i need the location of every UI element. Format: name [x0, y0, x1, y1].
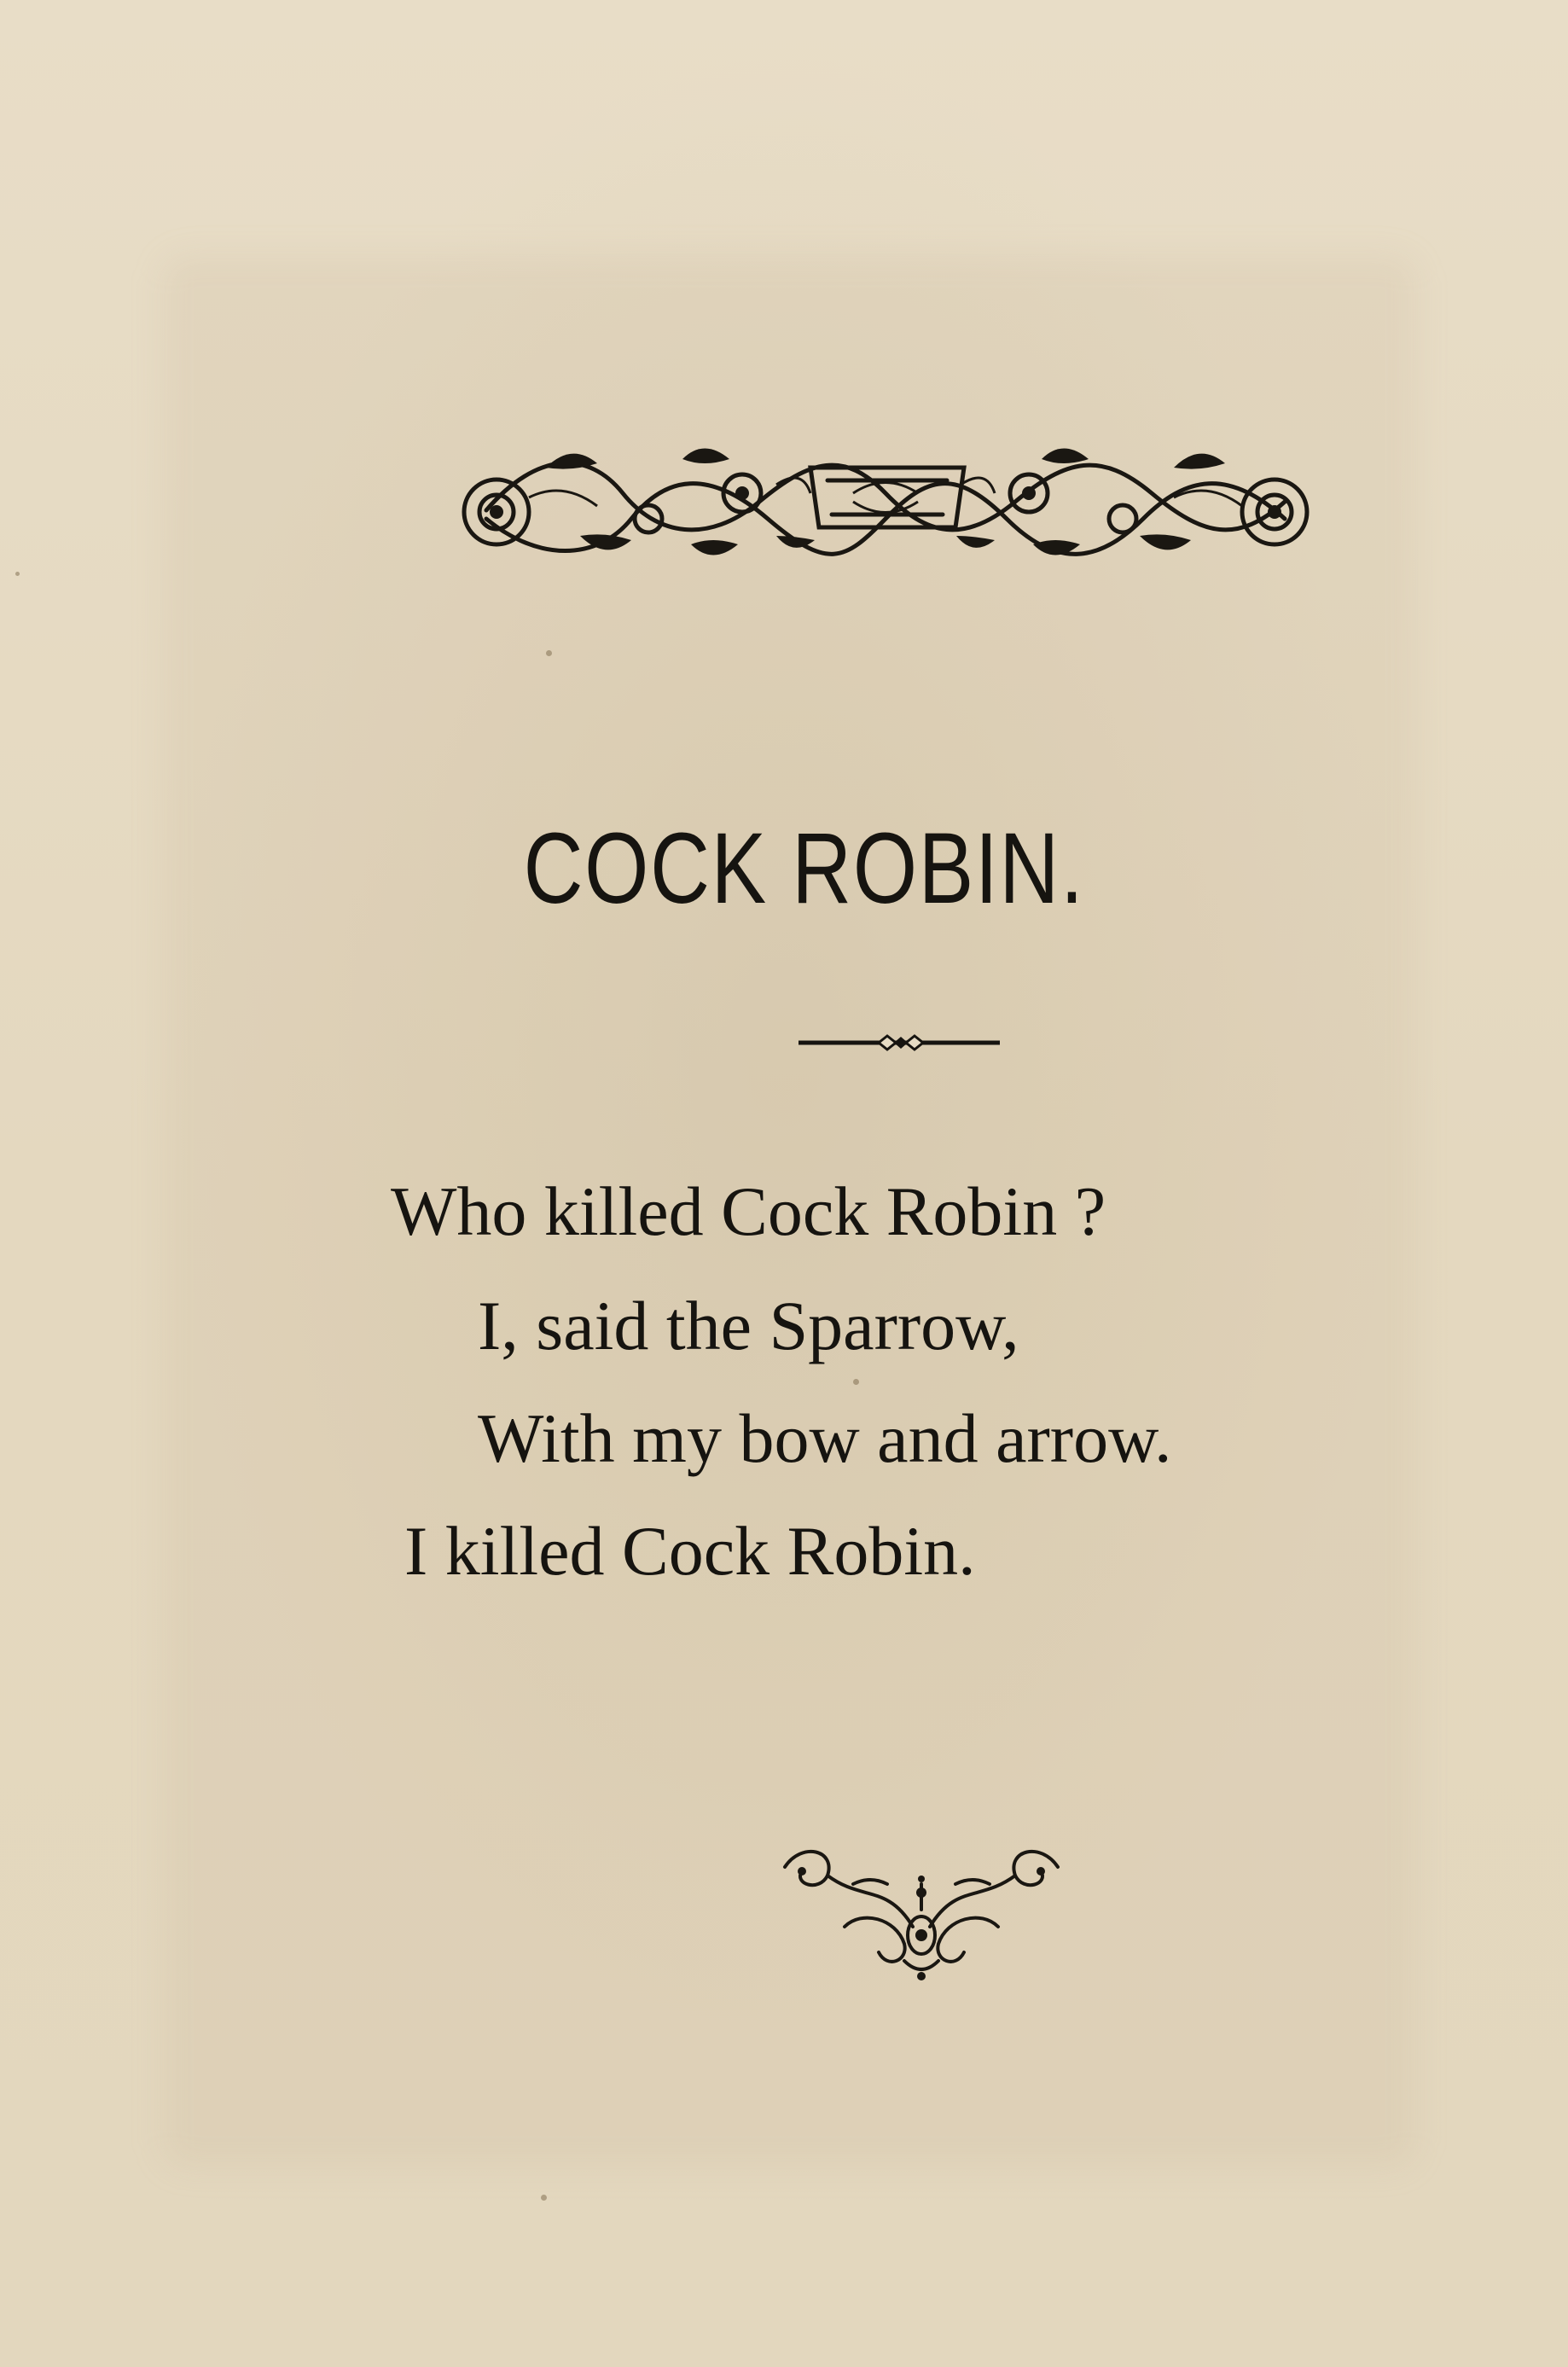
verse-line: I, said the Sparrow,: [478, 1287, 1019, 1364]
poem-title: COCK ROBIN.: [523, 812, 1085, 925]
paper-speck: [15, 572, 20, 576]
verse-line: I killed Cock Robin.: [404, 1512, 976, 1590]
paper-speck: [541, 2195, 547, 2201]
poem-verse: [0, 1169, 1568, 1630]
scroll-tailpiece-icon: [768, 1833, 1075, 1986]
verse-line: With my bow and arrow.: [478, 1399, 1172, 1477]
rule-with-diamonds-icon: [799, 1029, 1000, 1056]
verse-line: Who killed Cock Robin ?: [391, 1172, 1106, 1250]
paper-speck: [546, 650, 552, 656]
floral-headpiece-icon: [452, 433, 1319, 570]
